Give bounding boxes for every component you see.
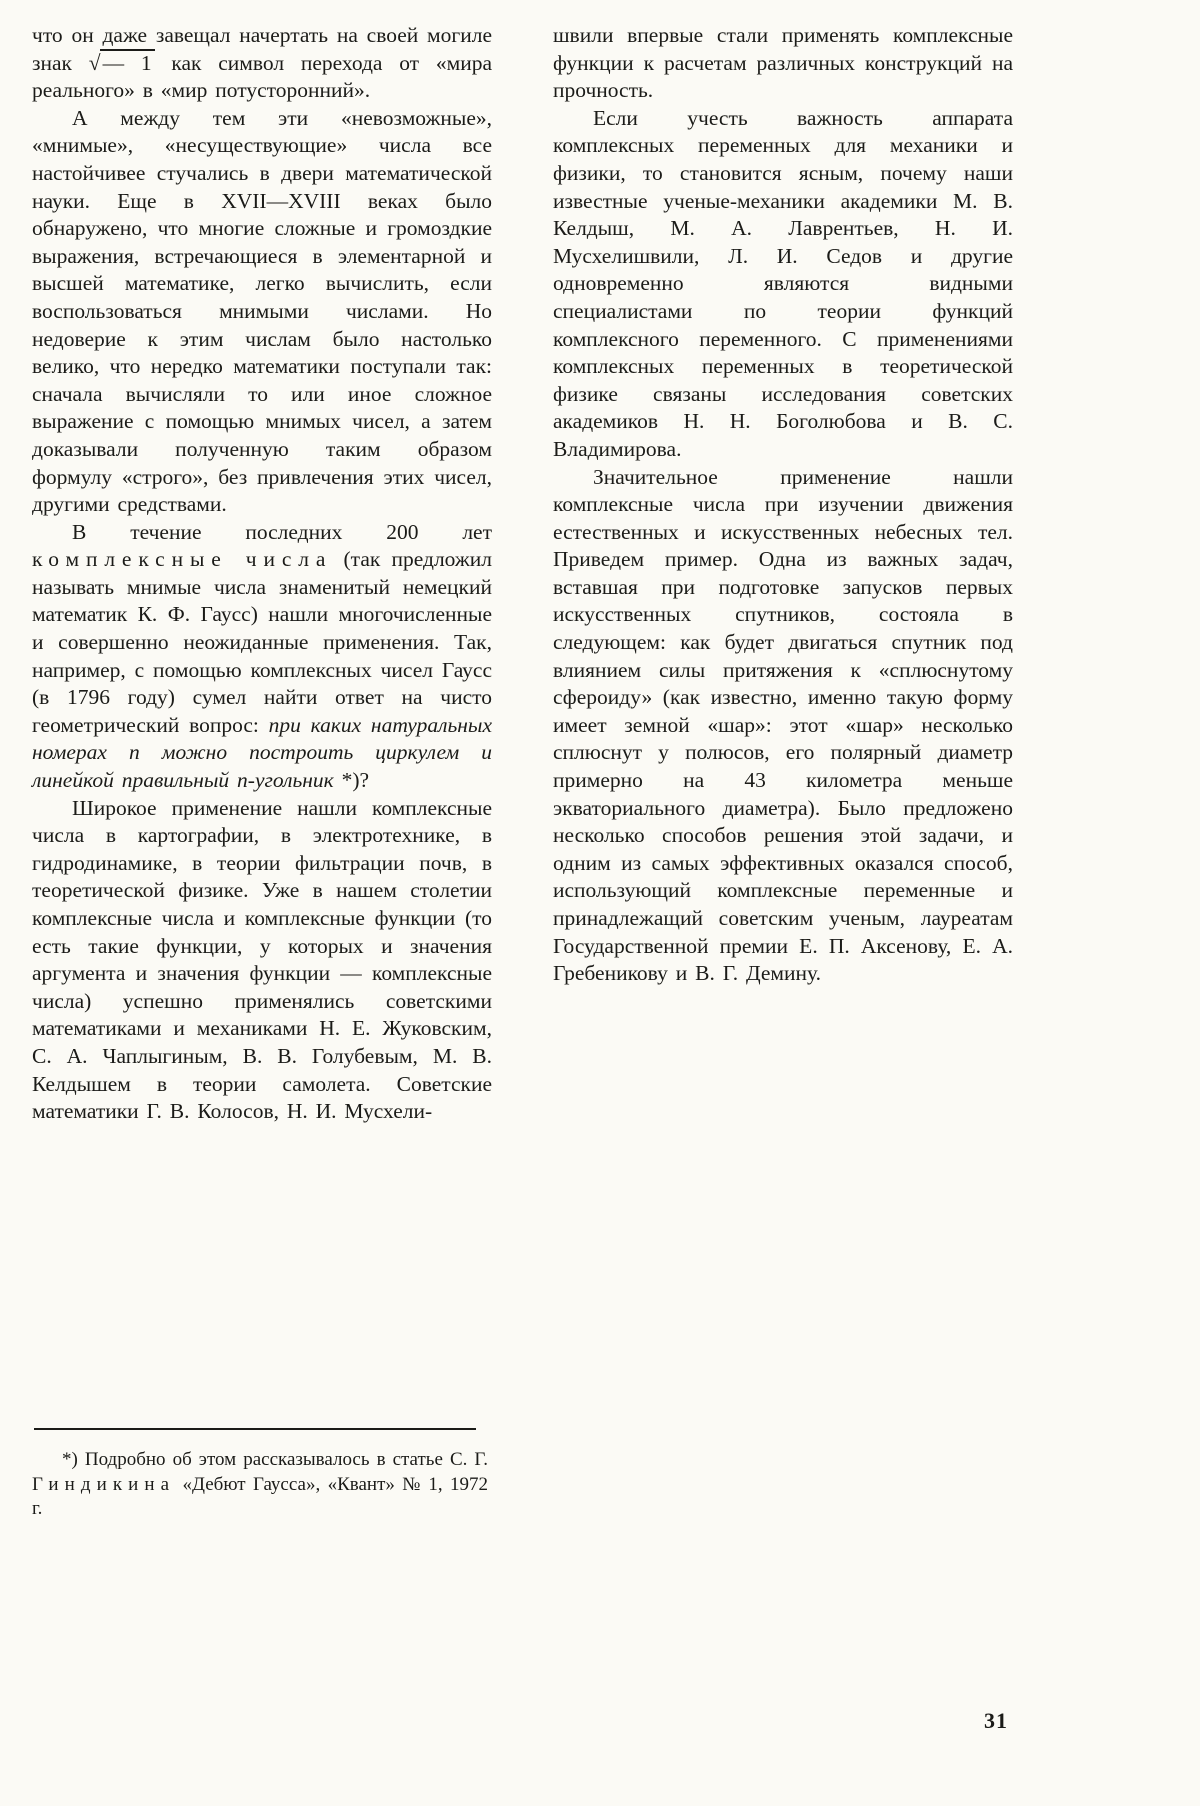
paragraph	[553, 464, 1013, 988]
text-run: *)?	[333, 768, 370, 793]
text-run: Гиндикина	[32, 1473, 176, 1495]
text-run: Если учесть важность аппарата комплексных переменных для механики и физики, то становится ясным, почему наши известные ученые-механики академики М. В. Келдыш, М. А. Лаврентьев, Н. И. Мусхелишвили, Л. И. Седов и другие одновременно являются видными специалистами по теории функций комплексного переменного. С применениями комплексных переменных в теоретической физике связаны исследования советских академиков Н. Н. Боголюбова и В. С. Владимирова.	[553, 105, 1013, 461]
text-run: А между тем эти «невозможные», «мнимые», «несуществующие» числа все настойчивее стучались в двери математической науки. Еще в XVII—XVIII веках было обнаружено, что многие сложные и громоздкие выражения, встречающиеся в элементарной и высшей математике, легко вычислить, если воспользоваться мнимыми числами. Но недоверие к этим числам было настолько велико, что нередко математики поступали так: сначала вычисляли то или иное сложное выражение с помощью мнимых чисел, а затем доказывали полученную таким образом формулу «строго», без привлечения этих чисел, другими средствами.	[32, 105, 492, 517]
sqrt-expression	[89, 51, 155, 75]
paragraph	[553, 22, 1013, 105]
footnote-text	[32, 1448, 488, 1522]
text-run: Широкое применение нашли комплексные числа в картографии, в электротехнике, в гидродинамике, в теории фильтрации почв, в теоретической физике. Уже в нашем столетии комплексные числа и комплексные функции (то есть такие функции, у которых и значения аргумента и значения функции — комплексные числа) успешно применялись советскими математиками и механиками Н. Е. Жуковским, С. А. Чаплыгиным, В. В. Голубевым, М. В. Келдышем в теории самолета. Советские математики Г. В. Колосов, Н. И. Мусхели-	[32, 795, 492, 1124]
text-run: при каких натуральных номерах n можно построить циркулем и линейкой правильный n-угольник	[32, 712, 492, 793]
left-column	[32, 22, 492, 1126]
text-run: «Дебют Гаусса», «Квант» № 1, 1972 г.	[32, 1473, 488, 1519]
text-run: *) Подробно об этом рассказывалось в статье С. Г.	[62, 1449, 488, 1470]
paragraph	[32, 519, 492, 795]
text-run: комплексные числа	[32, 547, 333, 572]
text-run: как символ перехода от «мира реального» в «мир потусторонний».	[32, 50, 492, 103]
footnote-divider	[34, 1428, 476, 1430]
right-column	[553, 22, 1013, 988]
page-number: 31	[984, 1708, 1008, 1733]
paragraph	[553, 105, 1013, 464]
paragraph	[32, 22, 492, 105]
paragraph	[32, 105, 492, 519]
radical-sign: √	[88, 50, 101, 75]
text-run: швили впервые стали применять комплексные функции к расчетам различных конструкций на прочность.	[553, 23, 1013, 103]
text-run: Значительное применение нашли комплексные числа при изучении движения естественных и искусственных небесных тел. Приведем пример. Одна из важных задач, вставшая при подготовке запусков первых искусственных спутников, состояла в следующем: как будет двигаться спутник под влиянием силы притяжения к «сплюснутому сфероиду» (как известно, именно такую форму имеет земной «шар»: этот «шар» несколько сплюснут у полюсов, его полярный диаметр примерно на 43 километра меньше экваториального диаметра). Было предложено несколько способов решения этой задачи, и одним из самых эффективных оказался способ, использующий комплексные переменные и принадлежащий советским ученым, лауреатам Государственной премии Е. П. Аксенову, Е. А. Гребеникову и В. Г. Демину.	[553, 464, 1013, 986]
text-run: что он даже завещал начертать на своей могиле знак	[32, 23, 492, 75]
paragraph	[32, 795, 492, 1126]
text-run: (так предложил называть мнимые числа знаменитый немецкий математик К. Ф. Гаусс) нашли многочисленные и совершенно неожиданные применения. Так, например, с помощью комплексных чисел Гаусс (в 1796 году) сумел найти ответ на чисто геометрический вопрос:	[32, 547, 492, 737]
radicand: — 1	[100, 49, 155, 75]
text-run: В течение последних 200 лет	[72, 519, 492, 544]
